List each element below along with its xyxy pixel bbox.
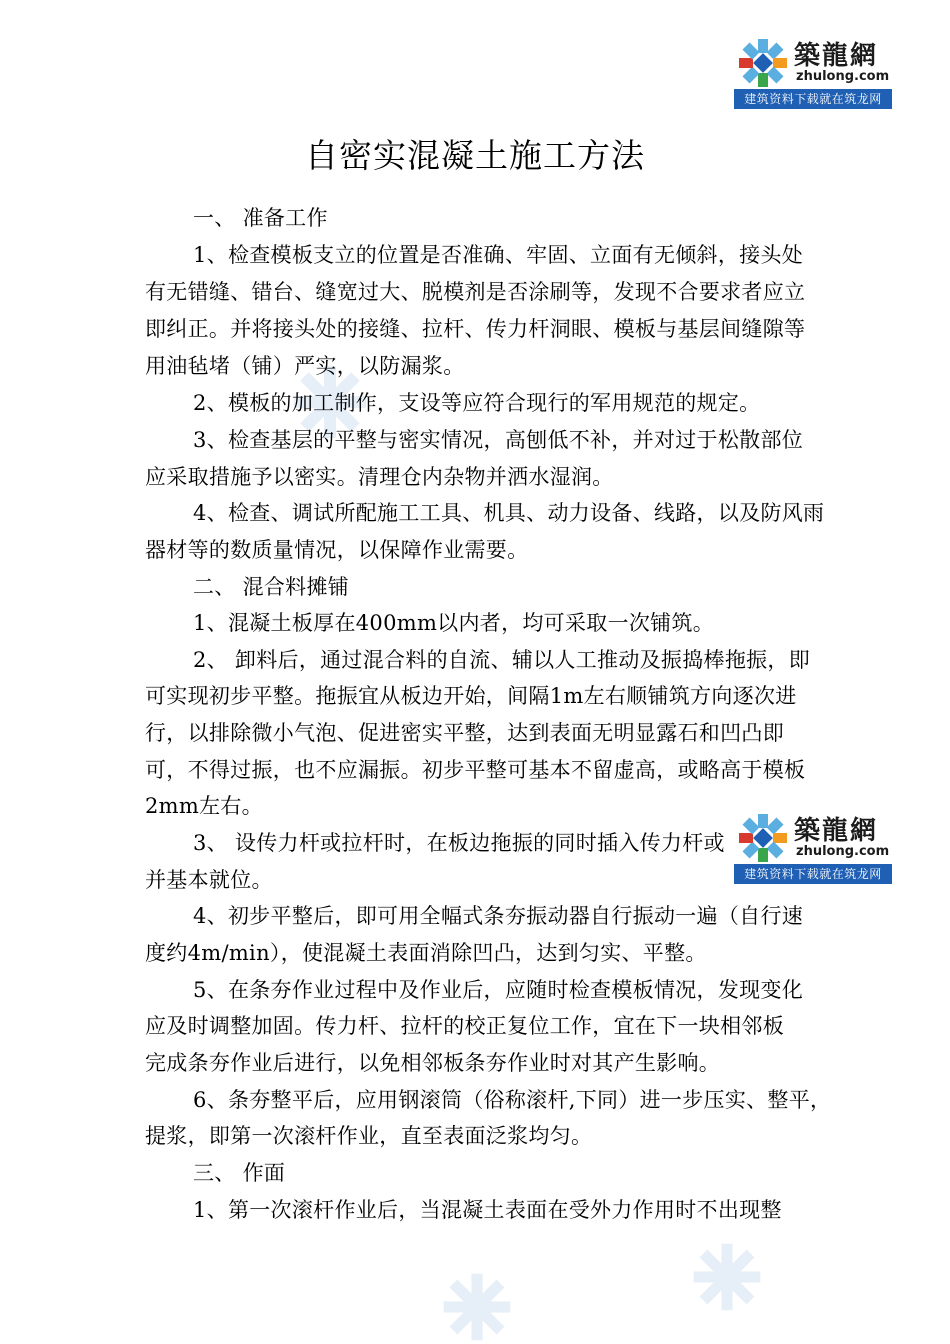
zhulong-logo: [734, 808, 892, 884]
text-line: 2、模板的加工制作，支设等应符合现行的军用规范的规定。: [193, 391, 761, 415]
logo-domain: zhulong.com: [796, 844, 890, 859]
text-line: 1、检查模板支立的位置是否准确、牢固、立面有无倾斜，接头处: [193, 243, 804, 267]
text-line: 6、条夯整平后，应用钢滚筒（俗称滚杆,下同）进一步压实、整平，: [193, 1088, 832, 1112]
logo-name-cn: 築龍網: [794, 816, 879, 846]
zhulong-logo: [734, 33, 892, 109]
section-heading: 一、 准备工作: [193, 206, 328, 230]
text-line: 4、检查、调试所配施工工具、机具、动力设备、线路，以及防风雨: [193, 501, 825, 525]
text-line: 应及时调整加固。传力杆、拉杆的校正复位工作，宜在下一块相邻板: [145, 1014, 784, 1038]
text-line: 3、 设传力杆或拉杆时，在板边拖振的同时插入传力杆或: [193, 831, 725, 855]
logo-slogan: 建筑资料下载就在筑龙网: [734, 89, 892, 109]
text-line: 可，不得过振，也不应漏振。初步平整可基本不留虚高，或略高于模板: [145, 758, 806, 782]
logo-slogan: 建筑资料下载就在筑龙网: [734, 864, 892, 884]
text-line: 行，以排除微小气泡、促进密实平整，达到表面无明显露石和凹凸即: [145, 721, 784, 745]
text-line: 并基本就位。: [145, 868, 273, 892]
logo-name-cn: 築龍網: [794, 41, 879, 71]
watermark-snowflake-icon: [690, 1240, 764, 1314]
text-line: 度约4m/min），使混凝土表面消除凹凸，达到匀实、平整。: [145, 941, 707, 965]
document-title: 自密实混凝土施工方法: [305, 136, 645, 175]
watermark-snowflake-icon: [440, 1270, 514, 1344]
text-line: 3、检查基层的平整与密实情况，高刨低不补，并对过于松散部位: [193, 428, 804, 452]
text-line: 4、初步平整后，即可用全幅式条夯振动器自行振动一遍（自行速: [193, 904, 804, 928]
section-heading: 三、 作面: [193, 1161, 286, 1185]
text-line: 1、第一次滚杆作业后，当混凝土表面在受外力作用时不出现整: [193, 1198, 782, 1222]
zhulong-mark-icon: [734, 812, 792, 864]
text-line: 2、 卸料后，通过混合料的自流、辅以人工推动及振捣棒拖振，即: [193, 648, 811, 672]
text-line: 5、在条夯作业过程中及作业后，应随时检查模板情况，发现变化: [193, 978, 804, 1002]
text-line: 应采取措施予以密实。清理仓内杂物并洒水湿润。: [145, 465, 614, 489]
text-line: 用油毡堵（铺）严实，以防漏浆。: [145, 354, 465, 378]
text-line: 1、混凝土板厚在400mm以内者，均可采取一次铺筑。: [193, 611, 715, 635]
text-line: 可实现初步平整。拖振宜从板边开始，间隔1m左右顺铺筑方向逐次进: [145, 684, 797, 708]
text-line: 完成条夯作业后进行，以免相邻板条夯作业时对其产生影响。: [145, 1051, 721, 1075]
text-line: 有无错缝、错台、缝宽过大、脱模剂是否涂刷等，发现不合要求者应立: [145, 280, 806, 304]
text-line: 提浆，即第一次滚杆作业，直至表面泛浆均匀。: [145, 1124, 593, 1148]
zhulong-mark-icon: [734, 37, 792, 89]
text-line: 即纠正。并将接头处的接缝、拉杆、传力杆洞眼、模板与基层间缝隙等: [145, 317, 806, 341]
text-line: 2mm左右。: [145, 794, 263, 818]
section-heading: 二、 混合料摊铺: [193, 575, 350, 599]
logo-domain: zhulong.com: [796, 69, 890, 84]
text-line: 器材等的数质量情况，以保障作业需要。: [145, 538, 529, 562]
